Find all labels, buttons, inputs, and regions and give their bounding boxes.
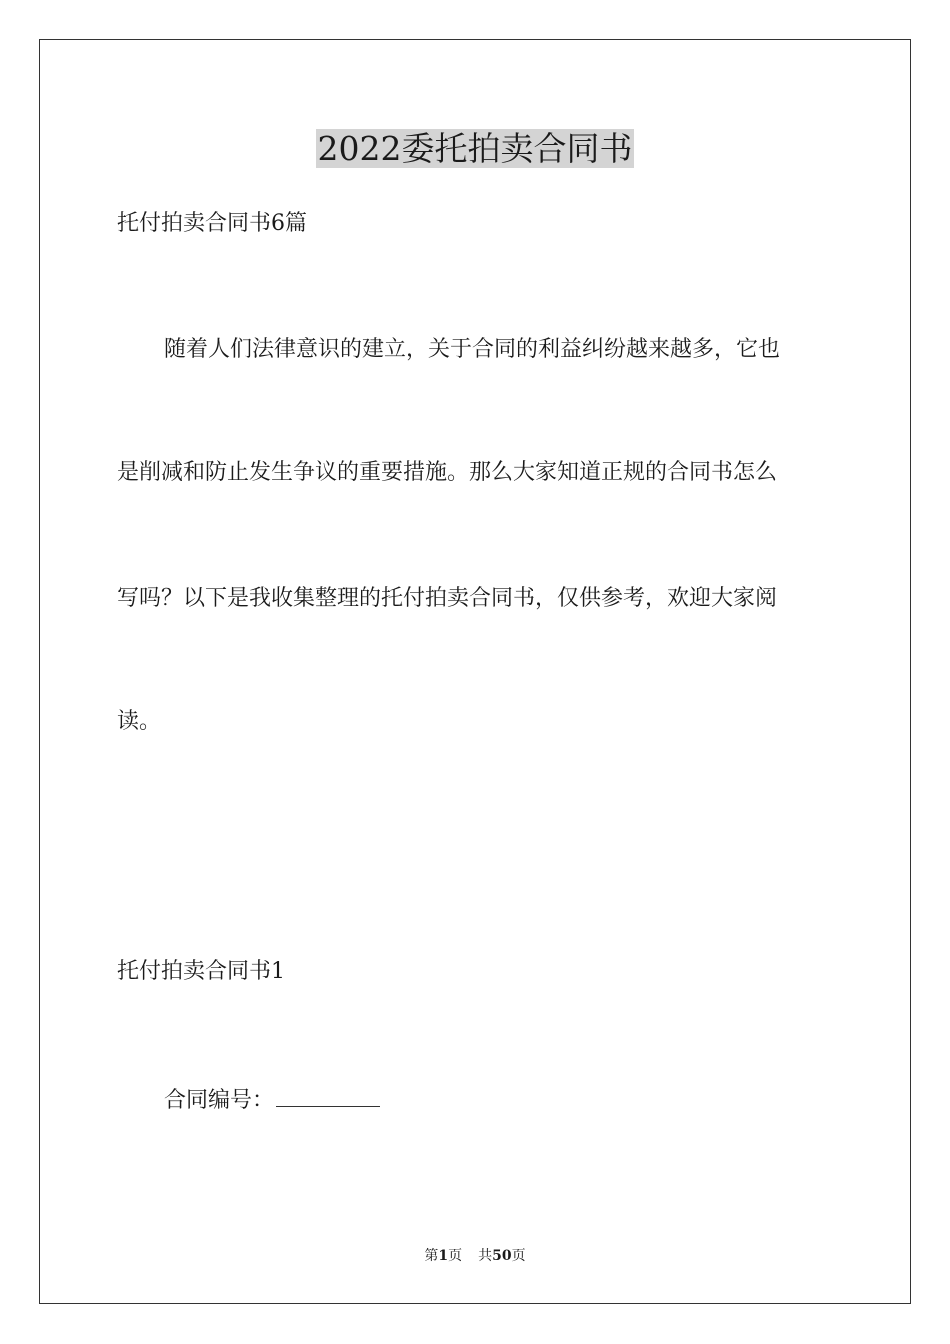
document-title-text: 2022委托拍卖合同书 xyxy=(317,129,633,168)
page-prefix: 第 xyxy=(424,1248,439,1264)
page-suffix: 页 xyxy=(448,1248,463,1264)
document-subtitle: 托付拍卖合同书6篇 xyxy=(117,211,307,236)
section-heading: 托付拍卖合同书1 xyxy=(117,959,285,984)
total-pages: 50 xyxy=(492,1248,512,1264)
intro-line-4: 读。 xyxy=(117,709,162,734)
total-prefix: 共 xyxy=(478,1248,493,1264)
contract-number-field xyxy=(164,1082,380,1116)
page-footer xyxy=(0,1246,950,1266)
contract-number-label: 合同编号： xyxy=(164,1088,275,1113)
intro-line-2: 是削减和防止发生争议的重要措施。那么大家知道正规的合同书怎么 xyxy=(117,460,778,485)
total-suffix: 页 xyxy=(511,1248,526,1264)
intro-line-1: 随着人们法律意识的建立，关于合同的利益纠纷越来越多，它也 xyxy=(164,337,781,362)
intro-line-3: 写吗？以下是我收集整理的托付拍卖合同书，仅供参考，欢迎大家阅 xyxy=(117,586,778,611)
document-title xyxy=(0,126,950,172)
page-number: 1 xyxy=(438,1248,449,1264)
contract-number-blank xyxy=(276,1082,380,1107)
